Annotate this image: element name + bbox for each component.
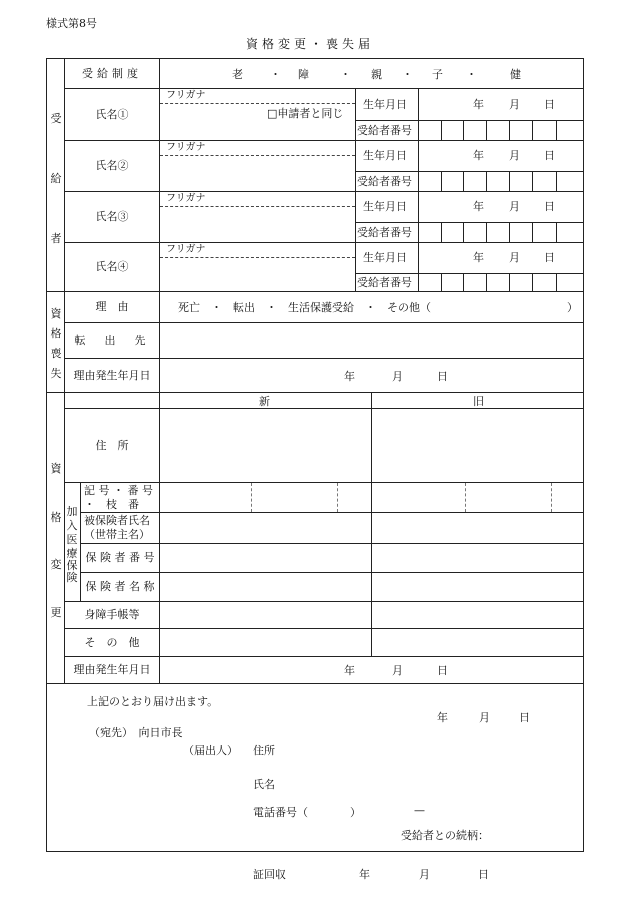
footer-year: 年: [359, 868, 370, 881]
other-label: そ の 他: [84, 635, 140, 649]
change-side-4: 更: [50, 606, 62, 619]
ins-side-2: 入: [66, 519, 78, 532]
moveout-label: 転 出 先: [74, 333, 150, 347]
dob-month-4: 月: [509, 251, 520, 264]
insurer-no-label: 保 険 者 番 号: [85, 551, 155, 565]
dob-year-1: 年: [473, 98, 484, 111]
system-sep-3: ・: [402, 68, 413, 81]
loss-side-3: 喪: [50, 347, 62, 360]
id-label-4: 受給者番号: [357, 276, 412, 289]
dob-month-2: 月: [509, 149, 520, 162]
system-sep-2: ・: [340, 68, 351, 81]
change-date-label: 理由発生年月日: [73, 663, 151, 677]
change-side-3: 変: [50, 558, 62, 571]
dob-year-4: 年: [473, 251, 484, 264]
insurer-name-label: 保 険 者 名 称: [85, 580, 155, 594]
loss-date-label: 理由発生年月日: [73, 368, 151, 382]
symbol-label-1: 記 号 ・ 番 号: [84, 484, 153, 497]
loss-month: 月: [392, 370, 403, 383]
dob-year-3: 年: [473, 200, 484, 213]
address-field-label: 住所: [253, 744, 275, 757]
relation-label: 受給者との続柄：: [401, 829, 489, 842]
holder-label-2: （世帯主名）: [84, 528, 150, 541]
recipient-side-1: 受: [50, 112, 62, 125]
dob-label-1: 生年月日: [363, 98, 407, 111]
furigana-label-2: フリガナ: [166, 142, 206, 153]
system-sep-1: ・: [270, 68, 281, 81]
system-3[interactable]: 親: [371, 68, 382, 81]
footer-month: 月: [419, 868, 430, 881]
recipient-side-2: 給: [50, 172, 62, 185]
id-label-1: 受給者番号: [357, 124, 412, 137]
reason-options[interactable]: 死亡 ・ 転出 ・ 生活保護受給 ・ その他（: [178, 301, 431, 314]
loss-side-1: 資: [50, 307, 62, 320]
name-field-label: 氏名: [253, 778, 275, 791]
decl-day: 日: [519, 711, 530, 724]
name-label-2: 氏名②: [95, 159, 129, 173]
phone-close: ）: [350, 806, 361, 819]
dob-label-3: 生年月日: [363, 200, 407, 213]
declaration-statement: 上記のとおり届け出ます。: [87, 695, 219, 708]
loss-day: 日: [437, 370, 448, 383]
name-label-4: 氏名④: [95, 260, 129, 274]
change-day: 日: [437, 664, 448, 677]
ins-side-5: 保: [66, 559, 78, 572]
handbook-label: 身障手帳等: [84, 608, 140, 622]
system-sep-4: ・: [466, 68, 477, 81]
dob-label-4: 生年月日: [363, 251, 407, 264]
ins-side-6: 険: [66, 571, 78, 584]
addressee: （宛先） 向日市長: [89, 726, 183, 739]
symbol-label-2: ・ 枝 番: [84, 498, 139, 511]
loss-side-2: 格: [50, 327, 62, 340]
dob-day-1: 日: [544, 98, 555, 111]
change-side-1: 資: [50, 462, 62, 475]
dob-month-3: 月: [509, 200, 520, 213]
id-label-2: 受給者番号: [357, 175, 412, 188]
notifier-label: （届出人）: [183, 744, 238, 757]
change-side-2: 格: [50, 511, 62, 524]
dob-day-2: 日: [544, 149, 555, 162]
old-header: 旧: [473, 395, 484, 408]
name-label-3: 氏名③: [95, 210, 129, 224]
furigana-label-1: フリガナ: [166, 90, 206, 101]
ins-side-1: 加: [66, 505, 78, 518]
name-label-1: 氏名①: [95, 107, 129, 121]
change-month: 月: [392, 664, 403, 677]
system-4[interactable]: 子: [432, 68, 443, 81]
footer-label: 証回収: [253, 868, 286, 881]
same-as-applicant-checkbox[interactable]: □申請者と同じ: [267, 107, 344, 120]
form-title: 資格変更・喪失届: [246, 37, 375, 51]
dob-year-2: 年: [473, 149, 484, 162]
new-header: 新: [259, 395, 270, 408]
reason-close: ）: [567, 301, 578, 314]
holder-label-1: 被保険者氏名: [84, 514, 150, 527]
reason-label: 理 由: [95, 300, 129, 314]
ins-side-4: 療: [66, 547, 78, 560]
recipient-side-3: 者: [50, 232, 62, 245]
dob-day-3: 日: [544, 200, 555, 213]
system-2[interactable]: 障: [298, 68, 309, 81]
decl-month: 月: [479, 711, 490, 724]
change-year: 年: [344, 664, 355, 677]
decl-year: 年: [437, 711, 448, 724]
footer-day: 日: [478, 868, 489, 881]
system-label: 受給制度: [82, 66, 142, 80]
address-label: 住 所: [95, 438, 129, 452]
furigana-label-3: フリガナ: [166, 193, 206, 204]
loss-year: 年: [344, 370, 355, 383]
system-1[interactable]: 老: [232, 68, 243, 81]
id-label-3: 受給者番号: [357, 226, 412, 239]
loss-side-4: 失: [50, 367, 62, 380]
dob-label-2: 生年月日: [363, 149, 407, 162]
phone-dash: —: [414, 804, 425, 817]
dob-month-1: 月: [509, 98, 520, 111]
phone-field-label: 電話番号（: [253, 806, 308, 819]
dob-day-4: 日: [544, 251, 555, 264]
ins-side-3: 医: [66, 533, 78, 546]
furigana-label-4: フリガナ: [166, 244, 206, 255]
system-5[interactable]: 健: [510, 68, 521, 81]
form-number: 様式第8号: [46, 17, 97, 30]
